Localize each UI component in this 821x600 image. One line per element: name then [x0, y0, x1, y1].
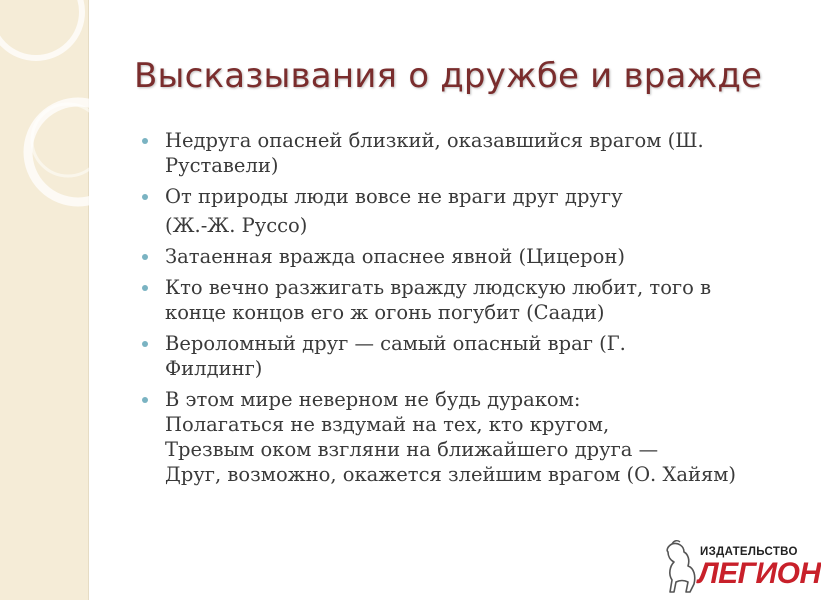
quote-line: Кто вечно разжигать вражду людскую любит, того в [165, 276, 712, 299]
quote-item [140, 244, 780, 269]
quote-line: В этом мире неверном не будь дураком: [165, 388, 581, 411]
quote-line: От природы люди вовсе не враги друг другу [165, 185, 623, 208]
decorative-side-strip [0, 0, 89, 600]
quote-line: Филдинг) [165, 357, 263, 380]
quote-line: Руставели) [165, 154, 279, 177]
quote-line: Полагаться не вздумай на тех, кто кругом, [165, 413, 610, 436]
decorative-rings [0, 0, 88, 600]
bullet-dot [142, 341, 148, 347]
slide-title: Высказывания о дружбе и вражде [134, 56, 763, 96]
quote-item [140, 275, 780, 325]
quote-item [140, 128, 780, 178]
quote-continuation [140, 213, 780, 238]
bullet-dot [142, 397, 148, 403]
horse-icon [660, 538, 700, 594]
quote-list [140, 128, 780, 493]
publisher-name: ЛЕГИОН [698, 557, 821, 590]
quote-line: Трезвым оком взгляни на ближайшего друга — [165, 438, 659, 461]
publisher-label: ИЗДАТЕЛЬСТВО [700, 546, 798, 558]
quote-line: Затаенная вражда опаснее явной (Цицерон) [165, 245, 625, 268]
bullet-dot [142, 285, 148, 291]
bullet-dot [142, 254, 148, 260]
bullet-dot [142, 194, 148, 200]
quote-line: Вероломный друг — самый опасный враг (Г. [165, 332, 626, 355]
quote-item [140, 331, 780, 381]
quote-item [140, 387, 780, 487]
bullet-dot [142, 138, 148, 144]
quote-line: конце концов его ж огонь погубит (Саади) [165, 301, 605, 324]
publisher-logo [660, 538, 821, 594]
quote-item [140, 184, 780, 209]
quote-line: Недруга опасней близкий, оказавшийся врагом (Ш. [165, 129, 704, 152]
quote-line: Друг, возможно, окажется злейшим врагом (О. Хайям) [165, 463, 737, 486]
quote-line: (Ж.-Ж. Руссо) [165, 214, 308, 237]
